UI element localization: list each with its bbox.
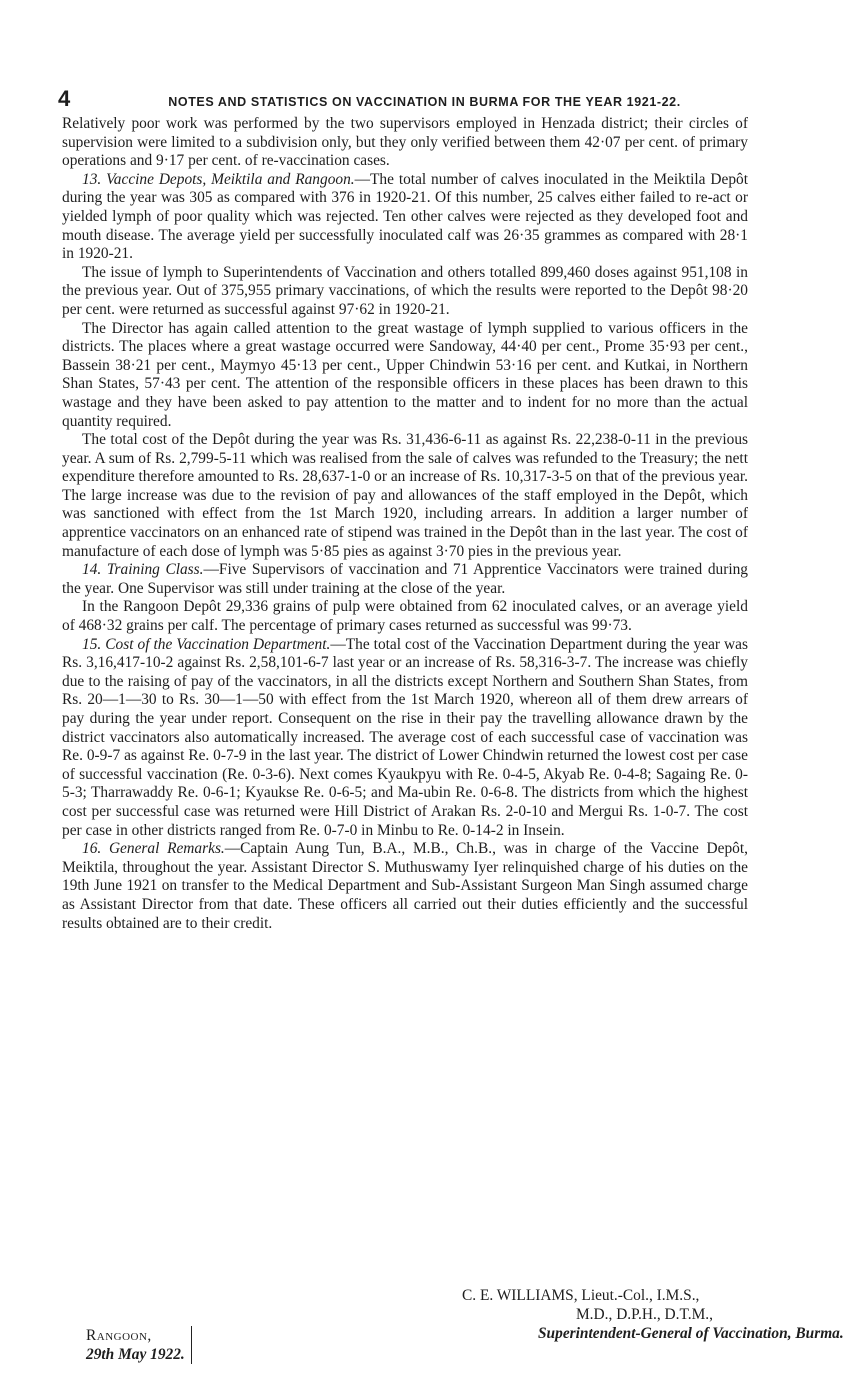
paragraph	[62, 320, 748, 432]
signature-block	[462, 1286, 844, 1343]
paragraph-text: The Director has again called attention to the great wastage of lymph supplied to various officers in the districts. The places where a great wastage occurred were Sandoway, 44·40 per cent., Prome 35·93 per cent., Bassein 38·21 per cent., Maymyo 45·13 per cent., Upper Chindwin 53·16 per cent. and Kutkai, in Northern Shan States, 57·43 per cent. The attention of the responsible officers in these places has been drawn to this wastage and they have been asked to pay attention to the matter and to indent for no more than the actual quantity required.	[62, 319, 748, 430]
paragraph-text: The issue of lymph to Superintendents of Vaccination and others totalled 899,460 doses against 951,108 in the previous year. Out of 375,955 primary vaccinations, of which the results were reported to the Depôt 98·20 per cent. were returned as successful against 97·62 in 1920-21.	[62, 263, 748, 318]
page-number: 4	[58, 86, 71, 111]
running-head: NOTES AND STATISTICS ON VACCINATION IN BURMA FOR THE YEAR 1921-22.	[168, 95, 681, 109]
paragraph-text: Relatively poor work was performed by the two supervisors employed in Henzada district; their circles of supervision were limited to a subdivision only, but they only verified between them 42·07 per cent. of primary operations and 9·17 per cent. of re-vaccination cases.	[62, 115, 748, 170]
signatory-qualifications: M.D., D.P.H., D.T.M.,	[576, 1306, 713, 1323]
paragraph	[62, 431, 748, 561]
paragraph	[62, 598, 748, 635]
paragraph	[62, 561, 748, 598]
paragraph	[62, 636, 748, 841]
section-heading: 13. Vaccine Depots, Meiktila and Rangoon.	[82, 170, 355, 188]
signatory-title: Superintendent-General of Vaccination, Burma.	[538, 1325, 844, 1342]
paragraph	[62, 840, 748, 933]
paragraph-text: —Captain Aung Tun, B.A., M.B., Ch.B., was in charge of the Vaccine Depôt, Meiktila, throughout the year. Assistant Director S. Muthuswamy Iyer relinquished charge of his duties on the 19th June 1921 on transfer to the Medical Department and Sub-Assistant Surgeon Man Singh assumed charge as Assistant Director from that date. These officers all carried out their duties efficiently and the successful results obtained are to their credit.	[62, 840, 748, 932]
section-heading: 16. General Remarks.	[82, 840, 225, 858]
page-header	[58, 86, 758, 112]
signatory-name: C. E. WILLIAMS, Lieut.-Col., I.M.S.,	[462, 1287, 700, 1304]
paragraph-text: —The total cost of the Vaccination Department during the year was Rs. 3,16,417-10-2 against Rs. 2,58,101-6-7 last year or an increase of Rs. 58,316-3-7. The increase was chiefly due to the raising of pay of the vaccinators, in all the districts except Northern and Southern Shan States, from Rs. 20—1—30 to Rs. 30—1—50 with effect from the 1st March 1920, whereon all of them drew arrears of pay during the year under report. Consequent on the rise in their pay the travelling allowance drawn by the district vaccinators also automatically increased. The average cost of each successful case of vaccination was Re. 0-9-7 as against Re. 0-7-9 in the last year. The district of Lower Chindwin returned the lowest cost per case of successful vaccination (Re. 0-3-6). Next comes Kyaukpyu with Re. 0-4-5, Akyab Re. 0-4-8; Sagaing Re. 0-5-3; Tharrawaddy Re. 0-6-1; Kyaukse Re. 0-6-5; and Ma-ubin Re. 0-6-8. The districts from which the highest cost per successful case was returned were Hill District of Arakan Rs. 2-0-10 and Mergui Rs. 1-0-7. The cost per case in other districts ranged from Re. 0-7-0 in Minbu to Re. 0-14-2 in Insein.	[62, 635, 748, 839]
paragraph	[62, 171, 748, 264]
paragraph-text: —The total number of calves inoculated in the Meiktila Depôt during the year was 305 as compared with 376 in 1920-21. Of this number, 25 calves either failed to re-act or yielded lymph of poor quality which was rejected. Ten other calves were rejected as they developed foot and mouth disease. The average yield per successfully inoculated calf was 26·35 grammes as compared with 28·1 in 1920-21.	[62, 170, 748, 263]
document-body	[62, 115, 748, 933]
paragraph-text: In the Rangoon Depôt 29,336 grains of pulp were obtained from 62 inoculated calves, or an average yield of 468·32 grains per calf. The percentage of primary cases returned as successful was 99·73.	[62, 598, 748, 635]
paragraph	[62, 115, 748, 171]
place: Rangoon,	[86, 1327, 152, 1344]
section-heading: 15. Cost of the Vaccination Department.	[82, 635, 331, 653]
place-date-block	[86, 1326, 192, 1364]
paragraph-text: —Five Supervisors of vaccination and 71 Apprentice Vaccinators were trained during the year. One Supervisor was still under training at the close of the year.	[62, 561, 749, 597]
paragraph	[62, 264, 748, 320]
section-heading: 14. Training Class.	[82, 561, 204, 579]
date: 29th May 1922.	[86, 1346, 185, 1363]
paragraph-text: The total cost of the Depôt during the year was Rs. 31,436-6-11 as against Rs. 22,238-0-11 in the previous year. A sum of Rs. 2,799-5-11 which was realised from the sale of calves was refunded to the Treasury; the nett expenditure therefore amounted to Rs. 28,637-1-0 or an increase of Rs. 10,317-3-5 on that of the previous year. The large increase was due to the revision of pay and allowances of the staff employed in the Depôt, which was sanctioned with effect from the 1st March 1920, including arrears. In addition a larger number of apprentice vaccinators on an enhanced rate of stipend was trained in the Depôt than in the last year. The cost of manufacture of each dose of lymph was 5·85 pies as against 3·70 pies in the previous year.	[62, 431, 748, 560]
